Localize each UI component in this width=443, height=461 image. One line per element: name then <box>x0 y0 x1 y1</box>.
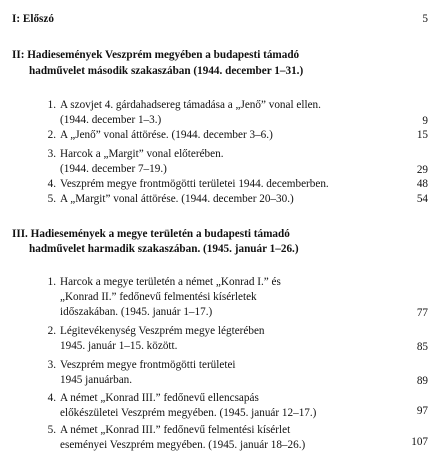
section-heading-3-line-1: III. Hadiesemények a megye területén a budapesti támadó <box>12 228 290 240</box>
toc-entry-line: eseményei Veszprém megyében. (1945. január 18–26.) <box>60 439 306 451</box>
toc-entry-line: „Konrad II.” fedőnevű felmentési kísérletek <box>60 291 257 303</box>
toc-entry-line: 1945 januárban. <box>60 374 133 386</box>
toc-entry-line: A „Margit” vonal áttörése. (1944. december 20–30.) <box>60 193 294 205</box>
toc-entry-line: Harcok a megye területén a német „Konrad I.” és <box>60 276 281 288</box>
page-number: 29 <box>416 164 428 176</box>
item-number: 2. <box>47 129 56 141</box>
page-number: 48 <box>416 178 428 190</box>
toc-entry-line: előkészületei Veszprém megyében. (1945. január 12–17.) <box>60 407 317 419</box>
toc-entry-line: időszakában. (1945. január 1–17.) <box>60 306 213 318</box>
page-number: 107 <box>411 436 428 448</box>
section-heading-3-line-2: hadművelet harmadik szakaszában. (1945. január 1–26.) <box>29 243 299 255</box>
page-number: 97 <box>416 405 428 417</box>
toc-entry-line: (1944. december 7–19.) <box>60 163 167 175</box>
toc-entry-line: Légitevékenység Veszprém megye légterében <box>60 325 265 337</box>
toc-entry-line: A német „Konrad III.” fedőnevű felmentési kísérlet <box>60 424 291 436</box>
item-number: 5. <box>47 424 56 436</box>
toc-entry-line: A szovjet 4. gárdahadsereg támadása a „Jenő” vonal ellen. <box>60 99 321 111</box>
section-heading-2-line-2: hadművelet második szakaszában (1944. december 1–31.) <box>29 65 304 77</box>
toc-entry-line: A „Jenő” vonal áttörése. (1944. december 3–6.) <box>60 129 273 141</box>
page-number: 77 <box>416 307 428 319</box>
item-number: 3. <box>47 359 56 371</box>
page-number-section-1: 5 <box>422 13 428 25</box>
toc-entry-line: Harcok a „Margit” vonal előterében. <box>60 148 224 160</box>
toc-entry-line: A német „Konrad III.” fedőnevű ellencsapás <box>60 392 259 404</box>
toc-entry-line: (1944. december 1–3.) <box>60 114 162 126</box>
page-number: 89 <box>416 375 428 387</box>
item-number: 4. <box>47 392 56 404</box>
item-number: 2. <box>47 325 56 337</box>
toc-entry-line: Veszprém megye frontmögötti területei <box>60 359 236 371</box>
page-number: 9 <box>422 115 428 127</box>
section-heading-1: I: Előszó <box>12 13 54 25</box>
page-number: 85 <box>416 341 428 353</box>
item-number: 1. <box>47 99 56 111</box>
toc-entry-line: Veszprém megye frontmögötti területei 1944. decemberben. <box>60 178 329 190</box>
item-number: 4. <box>47 178 56 190</box>
item-number: 5. <box>47 193 56 205</box>
item-number: 3. <box>47 148 56 160</box>
toc-entry-line: 1945. január 1–15. között. <box>60 340 178 352</box>
page-number: 54 <box>416 193 428 205</box>
item-number: 1. <box>47 276 56 288</box>
section-heading-2-line-1: II: Hadiesemények Veszprém megyében a budapesti támadó <box>12 49 300 61</box>
page-number: 15 <box>416 129 428 141</box>
